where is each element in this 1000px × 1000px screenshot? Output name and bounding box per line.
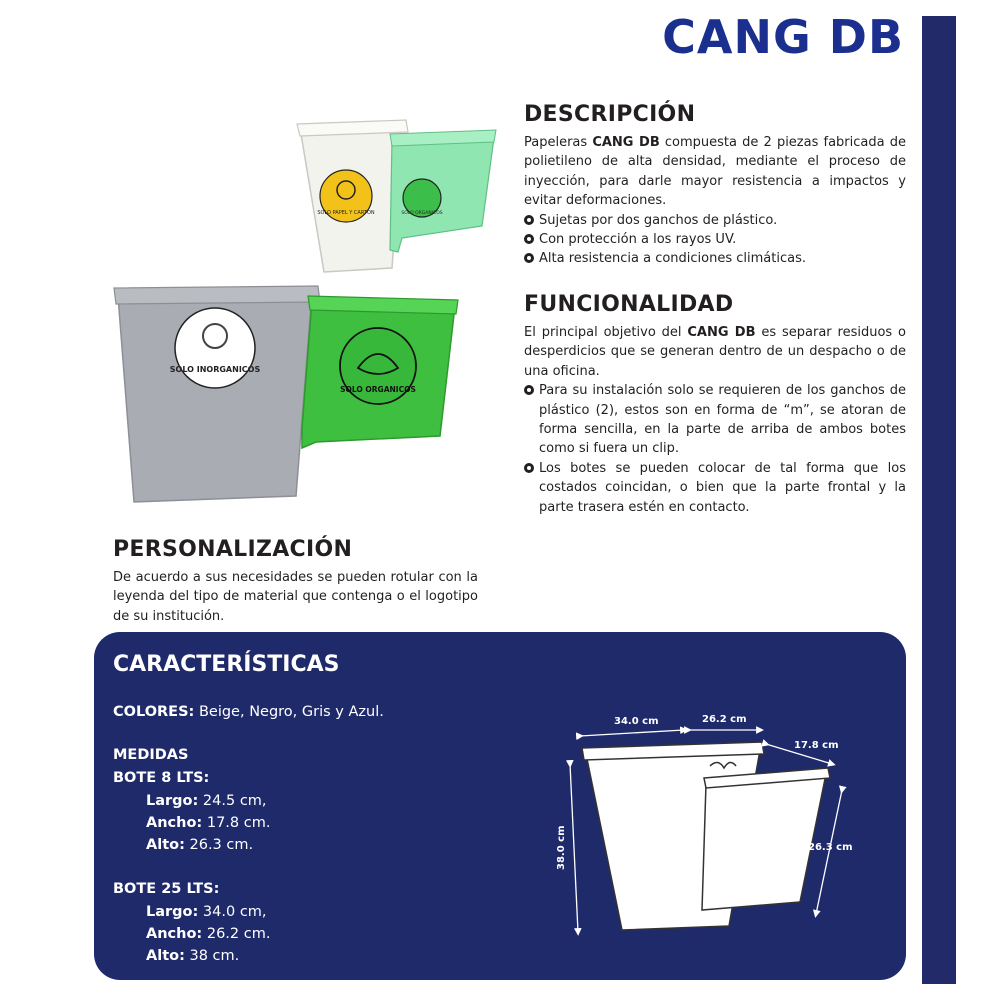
dim-top-left: 34.0 cm [614,716,659,727]
bullet-dot-icon [524,215,534,225]
bullet-text: Para su instalación solo se requieren de los ganchos de plástico (2), estos son en forma de “m”, se atoran de forma sencilla, en la parte de arriba de ambos botes como si fuera un clip. [539,383,906,457]
alto-value: 38 cm. [184,948,240,964]
descripcion-bullet [524,211,906,230]
caracteristicas-title: CARACTERÍSTICAS [113,652,340,677]
side-letter: P [933,378,953,407]
alto-label: Alto: [146,837,185,853]
top-large-label: SOLO PAPEL Y CARTON [317,210,375,216]
descripcion-brand: CANG DB [592,135,660,150]
funcionalidad-paragraph [524,323,906,381]
bullet-dot-icon [524,253,534,263]
bote25-alto [146,948,239,964]
large-bin-label: SOLO INORGANICOS [169,365,261,374]
colores-label: COLORES: [113,704,195,720]
funcionalidad-brand: CANG DB [687,325,756,340]
side-vertical-label [924,378,962,622]
funcionalidad-text-pre: El principal objetivo del [524,325,688,340]
personalizacion-section [113,537,478,626]
side-letter: E [934,530,952,560]
ancho-label: Ancho: [146,926,203,942]
bote25-ancho [146,926,270,942]
ancho-value: 26.2 cm. [202,926,271,942]
funcionalidad-text-post: es separar residuos o desperdicios que se generan dentro de un despacho o de una oficina. [524,325,906,379]
dim-right: 26.3 cm [808,842,853,853]
bullet-dot-icon [524,385,534,395]
bote8-alto [146,837,253,853]
dim-left: 38.0 cm [556,825,567,870]
personalizacion-title: PERSONALIZACIÓN [113,537,353,562]
top-small-label: SOLO ORGANICOS [401,211,443,216]
bullet-dot-icon [524,234,534,244]
side-letter: R [933,561,953,590]
medidas-label: MEDIDAS [113,747,189,763]
bote8-largo [146,793,267,809]
side-letter: P [933,439,953,468]
bullet-text: Los botes se pueden colocar de tal forma que los costados coincidan, o bien que la parte frontal y la parte trasera estén en contacto. [539,460,906,515]
bullet-text: Con protección a los rayos UV. [539,232,737,248]
dim-top-right: 17.8 cm [794,740,839,751]
small-bin-label: SOLO ORGANICOS [340,385,416,394]
bote25-largo [146,904,267,920]
colores-line [113,704,384,720]
funcionalidad-bullet [524,381,906,459]
bullet-text: Alta resistencia a condiciones climáticas. [539,251,806,267]
funcionalidad-title: FUNCIONALIDAD [524,292,734,317]
largo-label: Largo: [146,904,199,920]
alto-value: 26.3 cm. [184,837,254,853]
bote8-ancho [146,815,270,831]
bote8-label: BOTE 8 LTS: [113,770,210,786]
top-bin-pair [297,120,496,272]
ancho-value: 17.8 cm. [202,815,271,831]
dim-top-mid: 26.2 cm [702,714,747,725]
dimension-diagram [554,702,854,972]
side-letter: A [933,591,953,621]
dimension-diagram-svg [554,702,854,972]
largo-label: Largo: [146,793,199,809]
funcionalidad-bullet [524,459,906,517]
brand-title: CANG DB [662,10,904,64]
descripcion-text-post: compuesta de 2 piezas fabricada de polietileno de alta densidad, mediante el proceso de inyección, para darle mayor resistencia a impactos y evitar deformaciones. [524,135,906,209]
bullet-dot-icon [524,463,534,473]
bullet-text: Sujetas por dos ganchos de plástico. [539,212,778,228]
bote25-label: BOTE 25 LTS: [113,881,220,897]
descripcion-paragraph [524,133,906,211]
descripcion-section [524,102,906,269]
largo-value: 34.0 cm, [198,904,267,920]
descripcion-bullet [524,249,906,268]
side-letter: L [935,500,951,529]
largo-value: 24.5 cm, [198,793,267,809]
bottom-bin-pair [114,286,458,502]
colores-value: Beige, Negro, Gris y Azul. [194,704,384,720]
side-letter: A [933,408,953,438]
descripcion-bullet [524,230,906,249]
product-photo [90,110,505,540]
personalizacion-text: De acuerdo a sus necesidades se pueden rotular con la leyenda del tipo de material que contenga o el logotipo de su institución. [113,570,478,624]
descripcion-title: DESCRIPCIÓN [524,102,696,127]
ancho-label: Ancho: [146,815,203,831]
side-letter: E [934,469,952,499]
caracteristicas-panel [94,632,906,980]
funcionalidad-section [524,292,906,517]
product-photo-illustration [90,110,505,540]
descripcion-text-pre: Papeleras [524,135,593,150]
alto-label: Alto: [146,948,185,964]
